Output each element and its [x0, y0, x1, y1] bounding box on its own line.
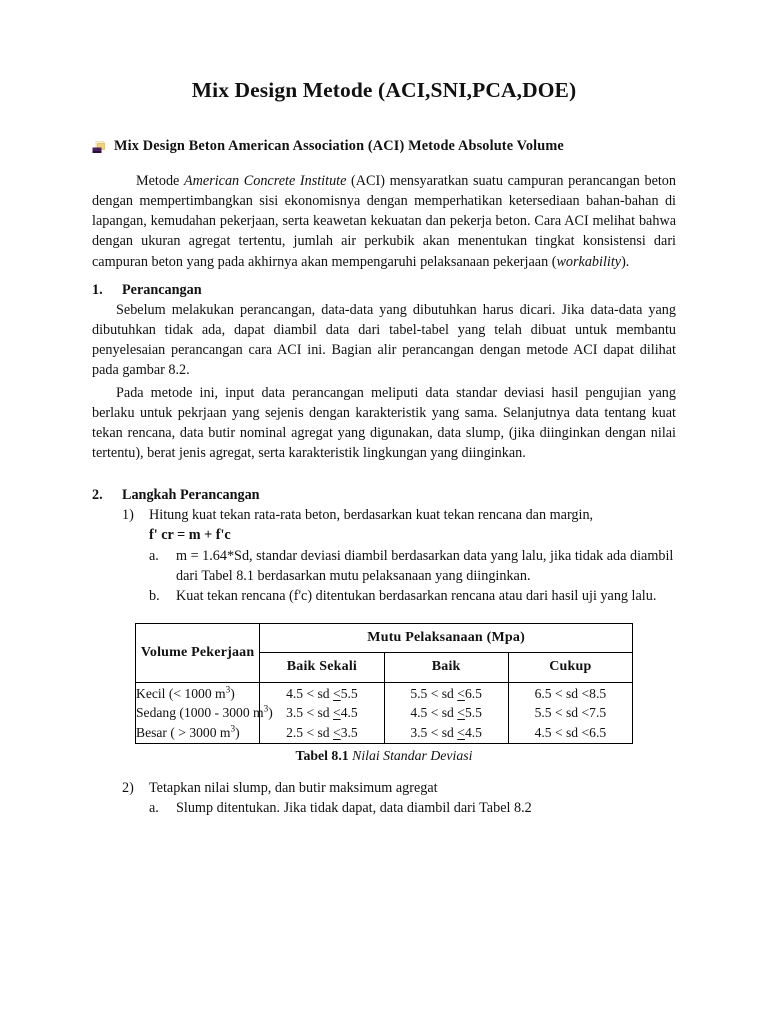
baik-kecil [385, 684, 508, 704]
baik-besar-post: 4.5 [464, 724, 482, 740]
baik-kecil-post: 6.5 [464, 685, 482, 701]
volume-kecil-sup: 3 [225, 684, 231, 695]
volume-kecil-prefix: Kecil (< 1000 m [136, 685, 226, 701]
table-header-baik: Baik [384, 652, 508, 683]
section-2-item-1-marker: 1) [122, 507, 134, 524]
section-1-marker: 1. [92, 281, 103, 298]
baik-kecil-pre: 5.5 < sd [410, 685, 458, 701]
section-2-item-2a-text: Slump ditentukan. Jika tidak dapat, data diambil dari Tabel 8.2 [176, 800, 532, 817]
intro-text-c: ). [621, 253, 630, 270]
cukup-sedang: 5.5 < sd <7.5 [534, 705, 607, 721]
baik-sedang-pre: 4.5 < sd [410, 705, 458, 721]
section-2-item-1a-text: m = 1.64*Sd, standar deviasi diambil berdasarkan data yang lalu, jika tidak ada diambil dari Tabel 8.1 berdasarkan mutu pelaksanaan yang diinginkan. [176, 547, 674, 584]
section-2-marker: 2. [92, 487, 103, 504]
baik-sedang [385, 703, 508, 723]
table-header-row-1 [136, 624, 633, 652]
section-2-item-1 [92, 505, 676, 525]
table-cell-cukup-list [508, 683, 632, 744]
section-heading-label: Mix Design Beton American Association (ACI) Metode Absolute Volume [114, 137, 564, 154]
table-header-cukup: Cukup [508, 652, 632, 683]
volume-row-besar [136, 723, 259, 743]
baik-sekali-besar-le: < [333, 724, 341, 740]
table-cell-baik-list [384, 683, 508, 744]
baik-sekali-sedang-le: < [333, 705, 341, 721]
section-2-item-1b-text: Kuat tekan rencana (f'c) ditentukan berdasarkan rencana atau dari hasil uji yang lalu. [176, 587, 657, 604]
baik-sekali-sedang [260, 703, 383, 723]
table-caption [92, 747, 676, 765]
decorative-square-bullet-icon [92, 141, 105, 154]
table-caption-number: Tabel 8.1 [295, 748, 353, 764]
baik-besar-pre: 3.5 < sd [410, 724, 458, 740]
section-2-item-2a [92, 798, 676, 818]
section-2-item-1a [92, 546, 676, 586]
baik-sekali-besar-post: 3.5 [340, 724, 358, 740]
baik-sekali-kecil-le: < [333, 685, 341, 701]
table-body [136, 683, 633, 744]
section-1-paragraph-2: Pada metode ini, input data perancangan meliputi data standar deviasi hasil pengujian yang berlaku untuk pekrjaan yang sejenis dengan karakteristik yang sama. Selanjutnya data tentang kuat tekan rencana, data butir nominal agregat yang digunakan, data slump, (jika diinginkan dengan nilai tertentu), berat jenis agregat, serta karakteristik lingkungan yang diinginkan. [92, 384, 676, 461]
volume-row-sedang [136, 703, 273, 723]
baik-sedang-le: < [457, 705, 465, 721]
volume-besar-suffix: ) [235, 724, 240, 740]
section-2-heading-row [92, 485, 676, 505]
section-2-item-2-text: Tetapkan nilai slump, dan butir maksimum agregat [149, 780, 438, 797]
section-1-paragraph-1: Sebelum melakukan perancangan, data-data yang dibutuhkan harus dicari. Jika data-data yang dibutuhkan tidak ada, dapat diambil data dari tabel-tabel yang telah dibuat untuk membantu penyelesaian perancangan cara ACI ini. Bagian alir perancangan dengan metode ACI dapat dilihat pada gambar 8.2. [92, 301, 676, 379]
baik-besar-le: < [457, 724, 465, 740]
section-heading [92, 138, 676, 155]
baik-sekali-sedang-pre: 3.5 < sd [286, 705, 334, 721]
section-2-item-2-marker: 2) [122, 780, 134, 797]
cukup-besar: 4.5 < sd <6.5 [534, 724, 607, 740]
intro-text-a: Metode [136, 172, 184, 189]
table-header-group-mutu: Mutu Pelaksanaan (Mpa) [260, 624, 633, 652]
intro-italic-workability: workability [556, 253, 622, 270]
page-title: Mix Design Metode (ACI,SNI,PCA,DOE) [191, 78, 577, 102]
baik-kecil-le: < [457, 685, 465, 701]
table-cell-volume-list [136, 683, 273, 744]
section-2-item-2a-marker: a. [149, 800, 159, 817]
volume-kecil-suffix: ) [230, 685, 235, 701]
baik-sekali-kecil-pre: 4.5 < sd [286, 685, 334, 701]
table-row [136, 683, 633, 744]
baik-sekali-kecil-post: 5.5 [340, 685, 358, 701]
volume-besar-prefix: Besar ( > 3000 m [136, 724, 231, 740]
volume-sedang-prefix: Sedang (1000 - 3000 m [136, 705, 264, 721]
baik-sekali-kecil [260, 684, 383, 704]
baik-sekali-besar-pre: 2.5 < sd [286, 724, 334, 740]
volume-sedang-sup: 3 [263, 703, 269, 714]
baik-sekali-sedang-post: 4.5 [340, 705, 358, 721]
intro-text-b: (ACI) mensyaratkan suatu campuran perancangan beton dengan mempertimbangkan sisi ekonomisnya dengan memperhatikan ketersediaan bahan-bahan di lapangan, kemudahan pekerjaan, serta keawetan kekuatan dan pekerja beton. Cara ACI melihat bahwa dengan ukuran agregat tertentu, jumlah air perkubik akan menentukan tingkat konsistensi dari campuran beton yang pada akhirnya akan mempengaruhi pelaksanaan pekerjaan ( [92, 172, 676, 270]
baik-sekali-besar [260, 723, 383, 743]
section-2-item-2 [92, 778, 676, 798]
baik-besar [385, 723, 508, 743]
volume-besar-sup: 3 [230, 723, 236, 734]
section-2-heading-label: Langkah Perancangan [122, 487, 260, 504]
section-2-item-1-text: Hitung kuat tekan rata-rata beton, berdasarkan kuat tekan rencana dan margin, [149, 507, 594, 524]
cukup-kecil: 6.5 < sd <8.5 [534, 685, 607, 701]
baik-sedang-post: 5.5 [464, 705, 482, 721]
intro-italic-aci: American Concrete Institute [183, 172, 347, 189]
section-2-item-1b [92, 586, 676, 606]
table-cell-baik-sekali-list [260, 683, 384, 744]
table-head [136, 624, 633, 683]
section-1-heading-label: Perancangan [122, 281, 202, 298]
intro-paragraph [92, 171, 676, 272]
volume-row-kecil [136, 684, 259, 704]
volume-sedang-suffix: ) [268, 705, 273, 721]
standard-deviation-table [135, 623, 633, 744]
table-header-volume: Volume Pekerjaan [136, 624, 260, 683]
formula-fcr: f' cr = m + f'c [149, 527, 231, 544]
section-2-item-1b-marker: b. [149, 587, 160, 604]
section-1-heading-row [92, 280, 676, 300]
section-2-item-1a-marker: a. [149, 547, 159, 564]
table-header-baik-sekali: Baik Sekali [260, 652, 384, 683]
table-caption-title: Nilai Standar Deviasi [352, 748, 473, 764]
standard-deviation-table-wrap [92, 623, 676, 743]
